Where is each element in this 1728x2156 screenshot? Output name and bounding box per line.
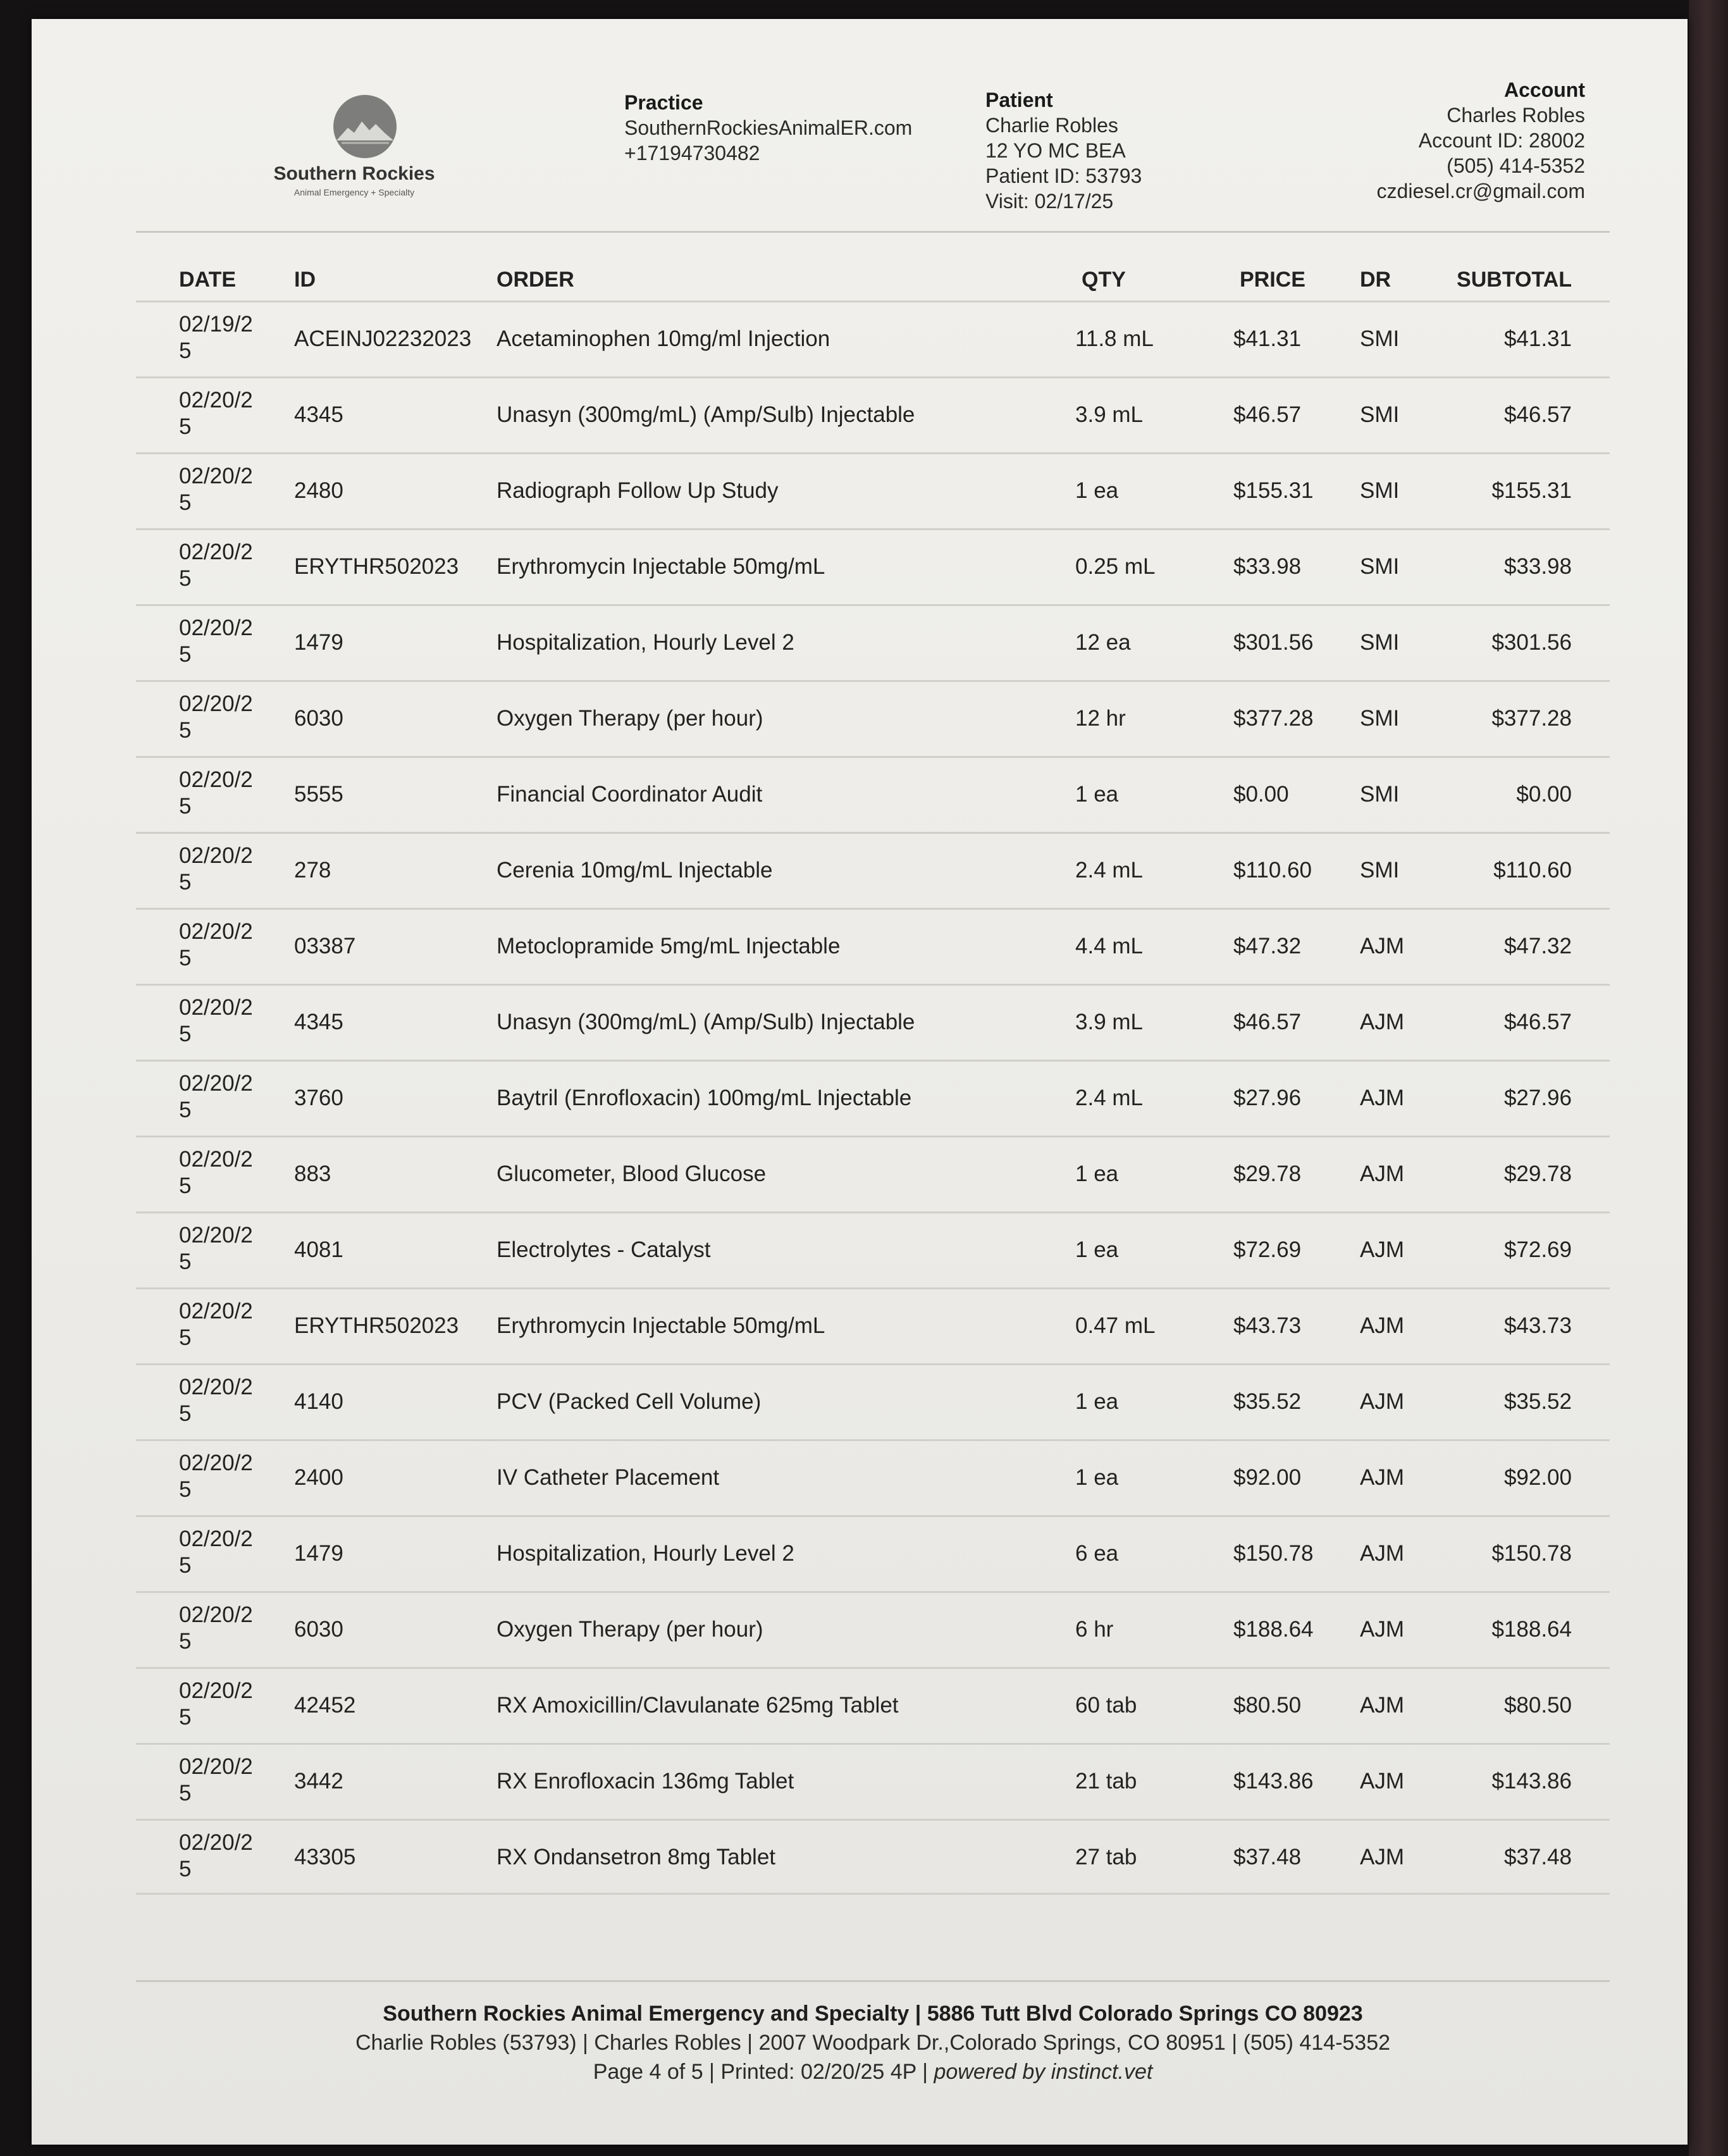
row-doctor: AJM [1360, 1845, 1404, 1869]
row-subtotal: $155.31 [1491, 478, 1572, 503]
row-doctor: SMI [1360, 554, 1400, 579]
table-row [136, 756, 1610, 832]
table-row [136, 832, 1610, 908]
row-date: 02/20/25 [179, 995, 253, 1046]
row-date: 02/20/25 [179, 540, 253, 591]
account-name: Charles Robles [1447, 104, 1585, 127]
row-qty: 12 ea [1075, 630, 1131, 655]
row-order: Hospitalization, Hourly Level 2 [497, 1541, 794, 1566]
row-subtotal: $188.64 [1491, 1617, 1572, 1642]
practice-info [624, 90, 912, 166]
row-doctor: AJM [1360, 934, 1404, 958]
col-date-header: DATE [179, 268, 237, 292]
row-doctor: AJM [1360, 1389, 1404, 1414]
row-doctor: AJM [1360, 1465, 1404, 1490]
row-date: 02/20/25 [179, 1830, 253, 1881]
row-order: RX Ondansetron 8mg Tablet [497, 1845, 776, 1869]
row-date: 02/20/25 [179, 1678, 253, 1730]
row-id: 03387 [294, 934, 356, 958]
row-doctor: AJM [1360, 1086, 1404, 1110]
table-row [136, 1136, 1610, 1211]
row-qty: 1 ea [1075, 1389, 1119, 1414]
row-doctor: AJM [1360, 1617, 1404, 1642]
row-subtotal: $33.98 [1503, 554, 1572, 579]
table-row [136, 984, 1610, 1060]
row-price: $80.50 [1233, 1693, 1302, 1718]
row-date: 02/20/25 [179, 1754, 253, 1806]
row-subtotal: $301.56 [1491, 630, 1572, 655]
row-order: Acetaminophen 10mg/ml Injection [497, 326, 830, 351]
table-row [136, 1211, 1610, 1287]
row-price: $110.60 [1233, 858, 1312, 883]
table-row [136, 300, 1610, 376]
table-row [136, 1363, 1610, 1439]
table-row [136, 680, 1610, 756]
row-qty: 0.25 mL [1075, 554, 1156, 579]
header-divider [136, 231, 1610, 233]
footer-page-print: Page 4 of 5 | Printed: 02/20/25 4P | [593, 2060, 934, 2084]
row-price: $37.48 [1233, 1845, 1302, 1869]
row-subtotal: $37.48 [1503, 1845, 1572, 1869]
row-qty: 0.47 mL [1075, 1313, 1156, 1338]
row-id: 5555 [294, 782, 343, 807]
table-header [136, 250, 1610, 300]
row-qty: 27 tab [1075, 1845, 1137, 1869]
row-date: 02/20/25 [179, 843, 253, 895]
table-row [136, 1743, 1610, 1819]
table-row [136, 376, 1610, 452]
background-edge [1689, 0, 1728, 2156]
practice-heading: Practice [624, 91, 703, 114]
row-id: 3760 [294, 1086, 343, 1110]
row-order: PCV (Packed Cell Volume) [497, 1389, 762, 1414]
row-date: 02/20/25 [179, 464, 253, 515]
row-qty: 21 tab [1075, 1769, 1137, 1794]
row-qty: 1 ea [1075, 782, 1119, 807]
row-price: $46.57 [1233, 402, 1302, 427]
col-order-header: ORDER [497, 268, 574, 292]
row-qty: 1 ea [1075, 1237, 1119, 1262]
row-subtotal: $47.32 [1503, 934, 1572, 958]
row-doctor: AJM [1360, 1010, 1404, 1034]
mountain-logo-icon [323, 89, 408, 158]
col-qty-header: QTY [1082, 268, 1126, 292]
row-date: 02/20/25 [179, 1602, 253, 1654]
table-row [136, 1667, 1610, 1743]
row-doctor: SMI [1360, 782, 1400, 807]
col-id-header: ID [294, 268, 316, 292]
page-footer [136, 1999, 1610, 2086]
row-doctor: SMI [1360, 630, 1400, 655]
row-id: 43305 [294, 1845, 356, 1869]
row-price: $43.73 [1233, 1313, 1302, 1338]
table-row [136, 1515, 1610, 1591]
account-heading: Account [1504, 78, 1585, 101]
row-date: 02/20/25 [179, 1223, 253, 1274]
row-doctor: AJM [1360, 1693, 1404, 1718]
row-date: 02/20/25 [179, 1451, 253, 1502]
row-subtotal: $80.50 [1503, 1693, 1572, 1718]
row-doctor: AJM [1360, 1541, 1404, 1566]
row-price: $72.69 [1233, 1237, 1302, 1262]
row-qty: 2.4 mL [1075, 858, 1143, 883]
footer-practice-address: Southern Rockies Animal Emergency and Specialty | 5886 Tutt Blvd Colorado Springs CO 80923 [383, 2002, 1363, 2026]
row-qty: 1 ea [1075, 478, 1119, 503]
account-info [1377, 77, 1585, 204]
row-subtotal: $110.60 [1493, 858, 1572, 883]
footer-powered-by: powered by instinct.vet [934, 2060, 1153, 2084]
row-order: Financial Coordinator Audit [497, 782, 763, 807]
row-id: ACEINJ02232023 [294, 326, 472, 351]
row-order: Glucometer, Blood Glucose [497, 1162, 767, 1186]
row-qty: 1 ea [1075, 1465, 1119, 1490]
row-subtotal: $41.31 [1503, 326, 1572, 351]
footer-client-address: Charlie Robles (53793) | Charles Robles | 2007 Woodpark Dr.,Colorado Springs, CO 80951 | (505) 414-5352 [355, 2031, 1391, 2055]
row-id: ERYTHR502023 [294, 1313, 459, 1338]
row-doctor: AJM [1360, 1162, 1404, 1186]
row-price: $150.78 [1233, 1541, 1314, 1566]
table-row [136, 528, 1610, 604]
row-order: Unasyn (300mg/mL) (Amp/Sulb) Injectable [497, 402, 915, 427]
row-date: 02/20/25 [179, 1527, 253, 1578]
table-row [136, 604, 1610, 680]
patient-name: Charlie Robles [985, 114, 1118, 137]
row-price: $46.57 [1233, 1010, 1302, 1034]
row-doctor: SMI [1360, 706, 1400, 731]
row-doctor: AJM [1360, 1237, 1404, 1262]
line-items-table [136, 300, 1610, 1895]
row-price: $143.86 [1233, 1769, 1314, 1794]
footer-divider [136, 1980, 1610, 1982]
col-subtotal-header: SUBTOTAL [1457, 268, 1572, 292]
row-subtotal: $143.86 [1491, 1769, 1572, 1794]
row-order: Radiograph Follow Up Study [497, 478, 779, 503]
row-id: 1479 [294, 630, 343, 655]
row-order: Metoclopramide 5mg/mL Injectable [497, 934, 841, 958]
row-date: 02/20/25 [179, 1299, 253, 1350]
row-id: 2400 [294, 1465, 343, 1490]
footer-page-info [136, 2057, 1610, 2086]
row-price: $301.56 [1233, 630, 1314, 655]
row-qty: 6 ea [1075, 1541, 1119, 1566]
row-order: RX Enrofloxacin 136mg Tablet [497, 1769, 794, 1794]
row-id: 6030 [294, 1617, 343, 1642]
row-price: $155.31 [1233, 478, 1314, 503]
table-row [136, 1591, 1610, 1667]
row-order: Hospitalization, Hourly Level 2 [497, 630, 794, 655]
row-subtotal: $43.73 [1503, 1313, 1572, 1338]
row-id: 4140 [294, 1389, 343, 1414]
account-email: czdiesel.cr@gmail.com [1376, 180, 1585, 202]
row-qty: 2.4 mL [1075, 1086, 1143, 1110]
row-order: Electrolytes - Catalyst [497, 1237, 711, 1262]
row-qty: 1 ea [1075, 1162, 1119, 1186]
logo-name: Southern Rockies [273, 163, 435, 184]
patient-id: Patient ID: 53793 [985, 164, 1142, 187]
row-subtotal: $72.69 [1503, 1237, 1572, 1262]
row-price: $29.78 [1233, 1162, 1302, 1186]
table-row [136, 908, 1610, 984]
row-price: $47.32 [1233, 934, 1302, 958]
row-id: 278 [294, 858, 331, 883]
row-qty: 60 tab [1075, 1693, 1137, 1718]
row-subtotal: $150.78 [1491, 1541, 1572, 1566]
practice-phone: +17194730482 [624, 142, 760, 164]
row-subtotal: $92.00 [1503, 1465, 1572, 1490]
row-price: $41.31 [1233, 326, 1302, 351]
row-order: RX Amoxicillin/Clavulanate 625mg Tablet [497, 1693, 899, 1718]
row-price: $377.28 [1233, 706, 1314, 731]
row-date: 02/20/25 [179, 616, 253, 667]
row-subtotal: $46.57 [1503, 402, 1572, 427]
row-price: $188.64 [1233, 1617, 1314, 1642]
table-row [136, 1439, 1610, 1515]
row-qty: 3.9 mL [1075, 402, 1143, 427]
row-subtotal: $46.57 [1503, 1010, 1572, 1034]
row-order: IV Catheter Placement [497, 1465, 720, 1490]
logo-tagline: Animal Emergency + Specialty [293, 187, 415, 197]
row-order: Baytril (Enrofloxacin) 100mg/mL Injectable [497, 1086, 912, 1110]
row-price: $0.00 [1233, 782, 1289, 807]
table-row [136, 452, 1610, 528]
row-date: 02/20/25 [179, 1375, 253, 1426]
row-qty: 12 hr [1075, 706, 1126, 731]
row-id: 4345 [294, 1010, 343, 1034]
row-order: Oxygen Therapy (per hour) [497, 1617, 763, 1642]
row-order: Erythromycin Injectable 50mg/mL [497, 1313, 825, 1338]
row-subtotal: $377.28 [1491, 706, 1572, 731]
row-date: 02/20/25 [179, 1071, 253, 1122]
row-date: 02/20/25 [179, 691, 253, 743]
row-doctor: AJM [1360, 1313, 1404, 1338]
row-qty: 6 hr [1075, 1617, 1114, 1642]
visit-date: Visit: 02/17/25 [985, 190, 1114, 213]
row-date: 02/20/25 [179, 919, 253, 970]
row-subtotal: $27.96 [1503, 1086, 1572, 1110]
table-row [136, 1287, 1610, 1363]
row-price: $27.96 [1233, 1086, 1302, 1110]
row-id: 883 [294, 1162, 331, 1186]
invoice-page [32, 19, 1688, 2145]
row-subtotal: $29.78 [1503, 1162, 1572, 1186]
row-id: 42452 [294, 1693, 356, 1718]
row-qty: 11.8 mL [1075, 326, 1154, 351]
row-date: 02/20/25 [179, 388, 253, 439]
row-subtotal: $35.52 [1503, 1389, 1572, 1414]
table-row [136, 1060, 1610, 1136]
row-id: 4345 [294, 402, 343, 427]
patient-info [985, 87, 1142, 214]
row-date: 02/20/25 [179, 1147, 253, 1198]
row-doctor: SMI [1360, 402, 1400, 427]
practice-website: SouthernRockiesAnimalER.com [624, 116, 913, 139]
row-subtotal: $0.00 [1516, 782, 1572, 807]
row-id: ERYTHR502023 [294, 554, 459, 579]
row-id: 6030 [294, 706, 343, 731]
account-phone: (505) 414-5352 [1447, 154, 1585, 177]
row-order: Erythromycin Injectable 50mg/mL [497, 554, 825, 579]
table-row [136, 1819, 1610, 1895]
col-price-header: PRICE [1240, 268, 1305, 292]
row-qty: 3.9 mL [1075, 1010, 1143, 1034]
row-price: $35.52 [1233, 1389, 1302, 1414]
row-id: 2480 [294, 478, 343, 503]
row-price: $33.98 [1233, 554, 1302, 579]
account-id: Account ID: 28002 [1418, 129, 1585, 152]
row-price: $92.00 [1233, 1465, 1302, 1490]
row-doctor: SMI [1360, 858, 1400, 883]
patient-heading: Patient [985, 89, 1053, 111]
row-order: Cerenia 10mg/mL Injectable [497, 858, 773, 883]
row-qty: 4.4 mL [1075, 934, 1143, 958]
row-id: 3442 [294, 1769, 343, 1794]
patient-description: 12 YO MC BEA [985, 139, 1126, 162]
row-doctor: SMI [1360, 478, 1400, 503]
row-doctor: SMI [1360, 326, 1400, 351]
row-id: 1479 [294, 1541, 343, 1566]
col-dr-header: DR [1360, 268, 1392, 292]
row-doctor: AJM [1360, 1769, 1404, 1794]
practice-logo [250, 89, 459, 215]
row-id: 4081 [294, 1237, 343, 1262]
row-order: Unasyn (300mg/mL) (Amp/Sulb) Injectable [497, 1010, 915, 1034]
row-date: 02/20/25 [179, 767, 253, 819]
row-date: 02/19/25 [179, 312, 253, 363]
row-order: Oxygen Therapy (per hour) [497, 706, 763, 731]
